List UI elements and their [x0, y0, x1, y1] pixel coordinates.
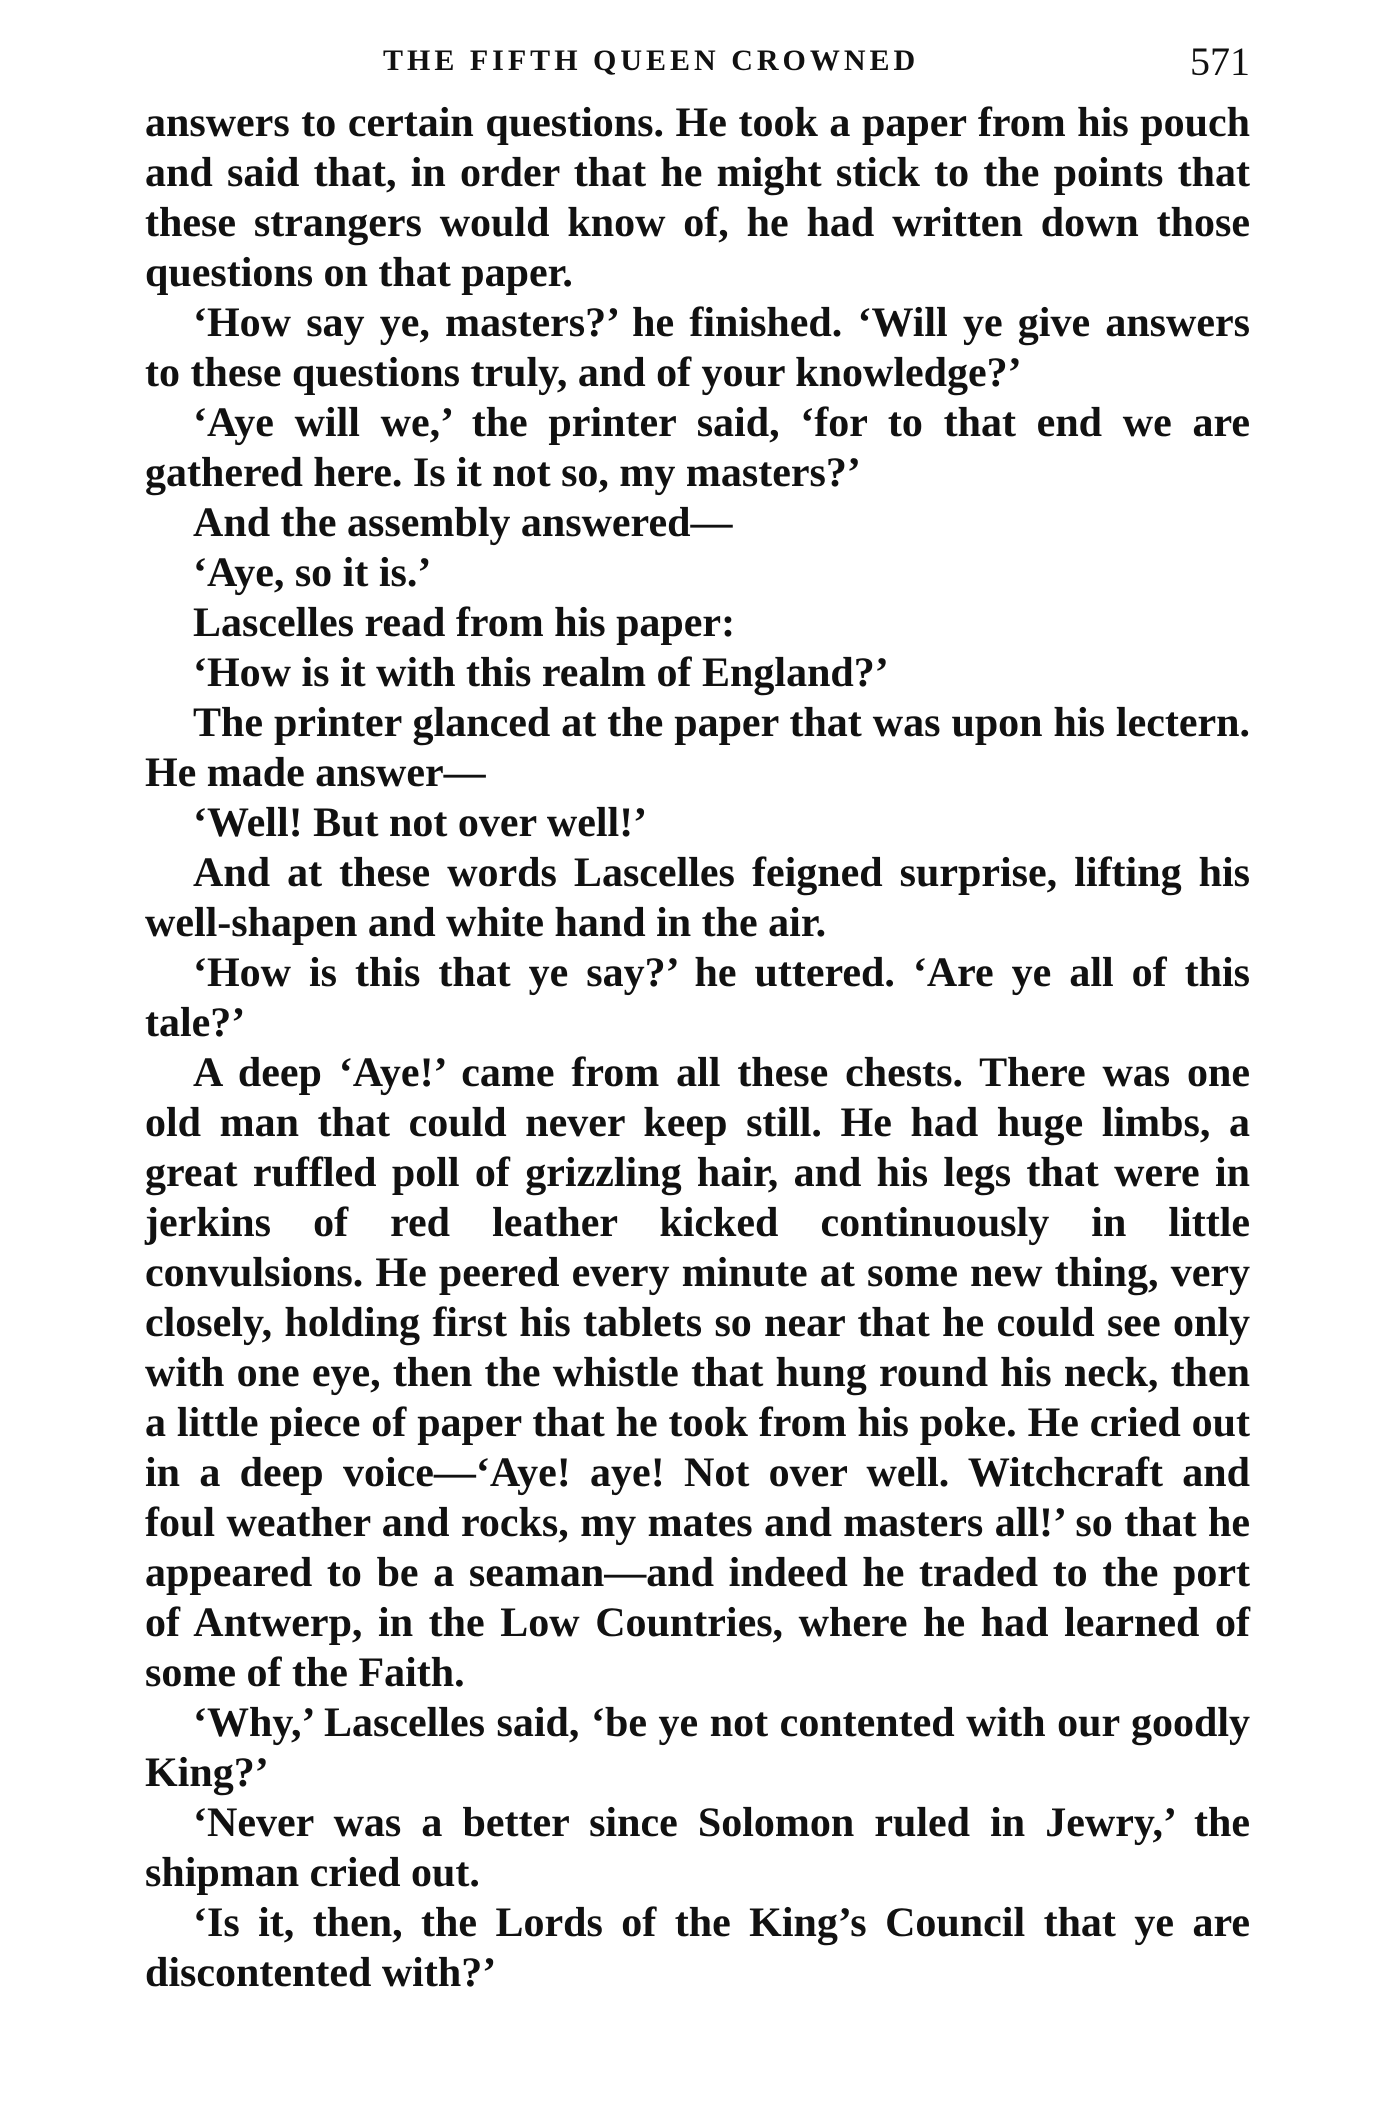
paragraph: And the assembly answered— — [193, 500, 733, 546]
paragraph: ‘How say ye, masters?’ he finished. ‘Will ye give answers to these questions truly, and of your knowledge?’ — [145, 300, 1250, 396]
paragraph: ‘Aye will we,’ the printer said, ‘for to that end we are gathered here. Is it not so, my masters?’ — [145, 400, 1250, 496]
paragraph: The printer glanced at the paper that was upon his lectern. He made answer— — [145, 700, 1250, 796]
paragraph: answers to certain questions. He took a paper from his pouch and said that, in order that he might stick to the points that these strangers would know of, he had written down those questions on that paper. — [145, 100, 1250, 296]
paragraph: And at these words Lascelles feigned surprise, lifting his well-shapen and white hand in the air. — [145, 850, 1250, 946]
paragraph: ‘Well! But not over well!’ — [193, 800, 648, 846]
paragraph: ‘Never was a better since Solomon ruled in Jewry,’ the shipman cried out. — [145, 1800, 1250, 1896]
paragraph: ‘Aye, so it is.’ — [193, 550, 432, 596]
paragraph: ‘Why,’ Lascelles said, ‘be ye not contented with our goodly King?’ — [145, 1700, 1250, 1796]
paragraph: A deep ‘Aye!’ came from all these chests. There was one old man that could never keep still. He had huge limbs, a great ruffled poll of grizzling hair, and his legs that were in jerkins of red leather kicked continuously in little convulsions. He peered every minute at some new thing, very closely, holding first his tablets so near that he could see only with one eye, then the whistle that hung round his neck, then a little piece of paper that he took from his poke. He cried out in a deep voice—‘Aye! aye! Not over well. Witchcraft and foul weather and rocks, my mates and masters all!’ so that he appeared to be a seaman—and indeed he traded to the port of Antwerp, in the Low Countries, where he had learned of some of the Faith. — [145, 1050, 1250, 1696]
paragraph: ‘How is this that ye say?’ he uttered. ‘Are ye all of this tale?’ — [145, 950, 1250, 1046]
book-page — [145, 38, 1250, 1998]
body-text — [145, 98, 1250, 1998]
paragraph: ‘How is it with this realm of England?’ — [193, 650, 889, 696]
page-number: 571 — [1190, 39, 1250, 84]
running-title: THE FIFTH QUEEN CROWNED — [383, 44, 920, 77]
paragraph: Lascelles read from his paper: — [193, 600, 736, 646]
paragraph: ‘Is it, then, the Lords of the King’s Council that ye are discontented with?’ — [145, 1900, 1250, 1996]
running-head — [145, 38, 1250, 98]
